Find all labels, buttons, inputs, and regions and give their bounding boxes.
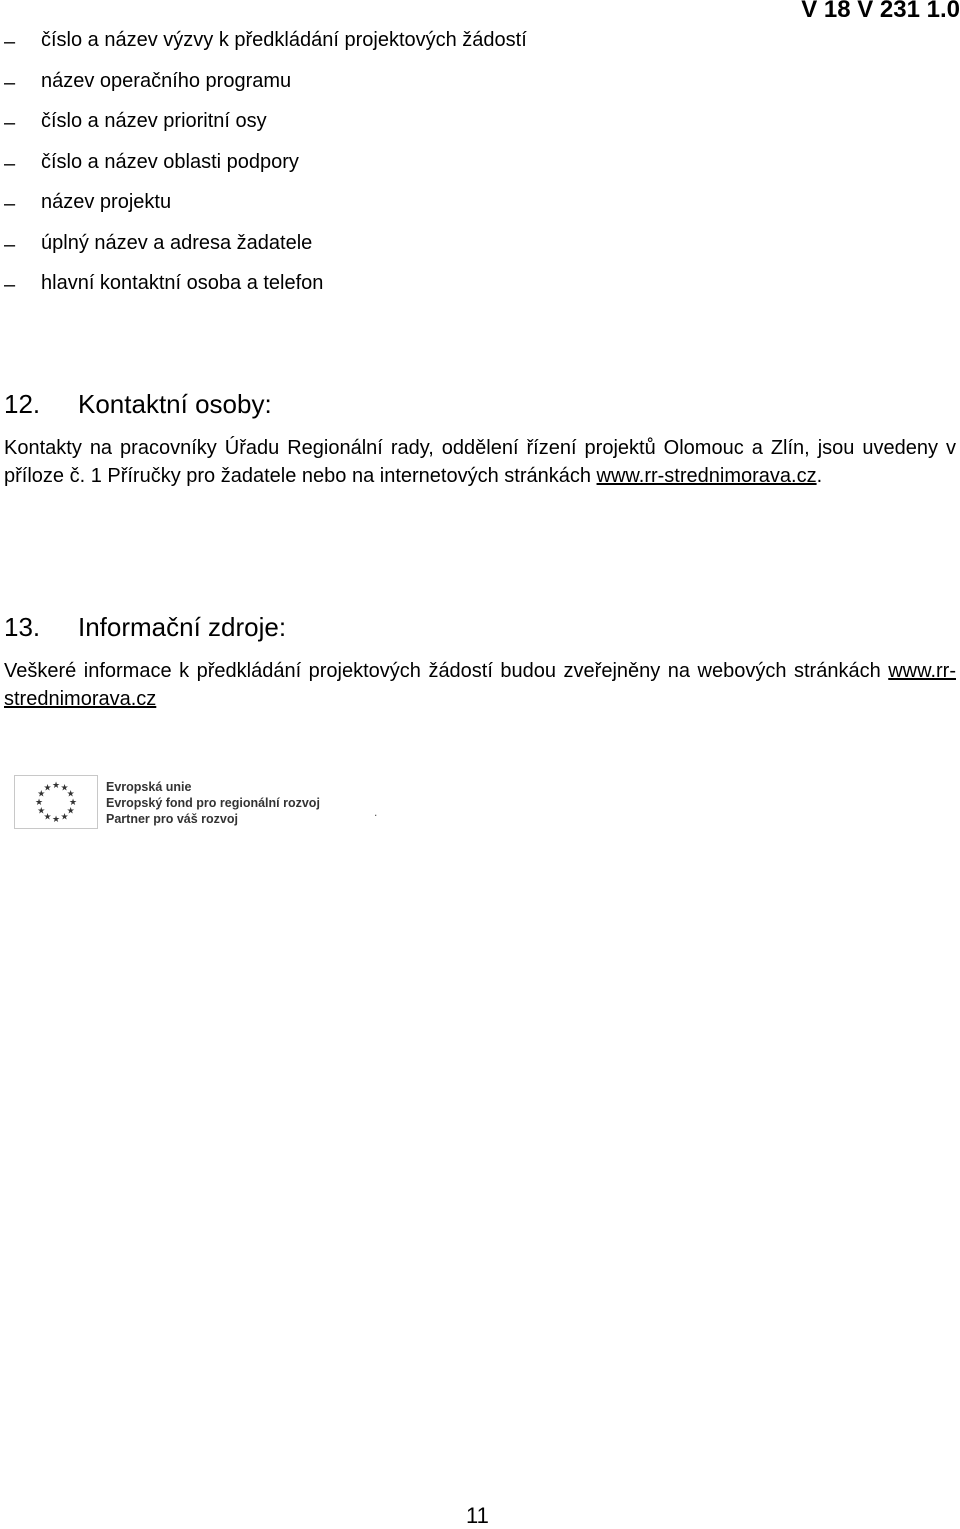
dash-bullet-icon: – [4,233,16,256]
star-icon: ★ [51,781,61,791]
star-icon: ★ [51,815,61,825]
eu-logo-line: Evropská unie [106,780,192,794]
dash-bullet-icon: – [4,31,16,53]
section-number: 12. [4,389,41,419]
dot-mark: . [374,805,378,819]
section-13-text: Veškeré informace k předkládání projektových žádostí budou zveřejněny na webových stránkách www.rr-strednimorava.cz [4,660,956,710]
website-link[interactable]: www.rr-strednimorava.cz [4,660,956,710]
page-number: 11 [466,1503,489,1528]
eu-logo-text [106,779,320,827]
dash-bullet-icon: – [4,112,16,134]
eu-logo-line: Evropský fond pro regionální rozvoj [106,796,320,810]
section-number: 13. [4,612,41,642]
eu-flag-icon [14,775,98,829]
section-13-heading [4,612,286,643]
star-icon: ★ [37,806,46,817]
star-icon: ★ [66,806,75,817]
star-icon: ★ [37,789,46,800]
section-title: Informační zdroje: [78,612,287,642]
star-icon: ★ [68,798,78,808]
website-link[interactable]: www.rr-strednimorava.cz [596,465,817,487]
star-icon: ★ [60,812,69,823]
star-icon: ★ [60,783,69,794]
document-code: V 18 V 231 1.0 [801,0,960,23]
dash-bullet-icon: – [4,193,16,215]
dash-bullet-icon: – [4,152,16,175]
section-12-text: Kontakty na pracovníky Úřadu Regionální rady, oddělení řízení projektů Olomouc a Zlín, jsou uvedeny v příloze č. 1 Příručky pro žadatele nebo na internetových stránkách www.rr-strednimorava.cz. [4,437,956,487]
eu-logo-line: Partner pro váš rozvoj [106,812,238,826]
star-icon: ★ [43,783,52,794]
section-12-heading [4,389,272,420]
star-icon: ★ [34,798,44,808]
star-icon: ★ [66,789,75,800]
section-title: Kontaktní osoby: [78,389,272,419]
dash-bullet-icon: – [4,71,16,94]
dash-bullet-icon: – [4,274,16,296]
star-icon: ★ [43,812,52,823]
